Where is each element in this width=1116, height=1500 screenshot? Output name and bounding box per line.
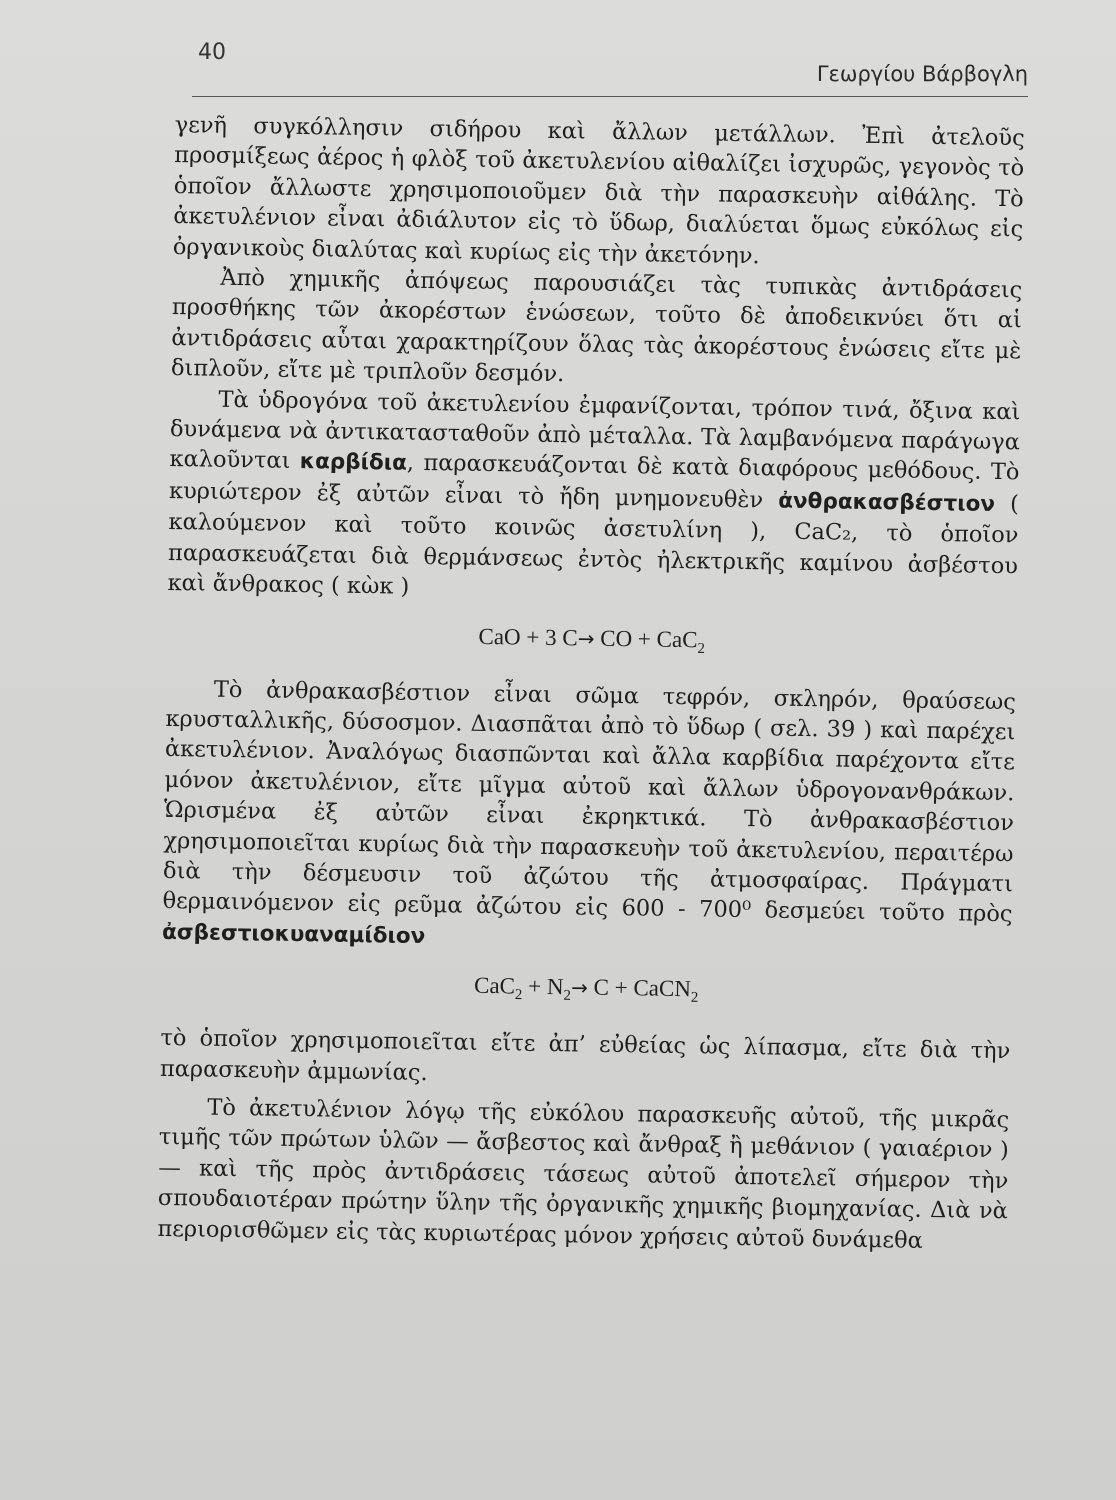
paragraph-5: τὸ ὁποῖον χρησιμοποιεῖται εἴτε ἀπ’ εὐθείας ὡς λίπασμα, εἴτε διὰ τὴν παρασκευὴν ἀμμωνίας. (159, 1025, 1011, 1086)
paragraph-3-text-a: Τὰ ὑδρογόνα τοῦ ἀκετυλενίου ἐμφανίζονται, τρόπον τινά, ὄξινα καὶ δυνάμενα νὰ ἀντικατασταθοῦν ἀπὸ μέταλλα. Τὰ λαμβανόμενα παράγωγα καλοῦνται (169, 386, 1021, 475)
eq1-plus-2: + (637, 625, 652, 652)
eq2-product-2-base: CaCN (633, 975, 692, 1002)
eq2-plus-2: + (614, 975, 628, 1001)
running-head-author: Γεωργίου Βάρβογλη (816, 62, 1028, 86)
paragraph-3-text-b: , παρασκευάζονται δὲ κατὰ διαφόρους μεθόδους. Τὸ κυριώτερον ἐξ αὐτῶν εἶναι τὸ ἤδη μνημονευθὲν (168, 450, 1020, 514)
paragraph-3 (167, 384, 1020, 612)
eq1-arrow-icon: → (577, 625, 595, 651)
eq2-reactant-1-sub: 2 (514, 987, 523, 1004)
eq2-reactant-2-sub: 2 (563, 987, 572, 1005)
eq1-product-2-sub: 2 (697, 640, 706, 657)
paragraph-2: Ἀπὸ χημικῆς ἀπόψεως παρουσιάζει τὰς τυπικὰς ἀντιδράσεις προσθήκης τῶν ἀκορέστων ἑνώσεων, τοῦτο δὲ ἀποδεικνύει ὅτι αἱ ἀντιδράσεις αὗται χαρακτηρίζουν ὅλας τὰς ἀκορέστους ἑνώσεις εἴτε μὲ διπλοῦν, εἴτε μὲ τριπλοῦν δεσμόν. (170, 264, 1023, 388)
eq2-reactant-2 (546, 974, 572, 1005)
eq2-arrow-icon: → (570, 975, 589, 1000)
eq1-reactant-2: 3 C (544, 624, 578, 650)
eq2-reactant-1 (473, 972, 523, 1004)
term-calcium-cyanamide: ἀσβεστιοκυαναμίδιον (161, 919, 426, 949)
paragraph-4 (162, 673, 1016, 961)
page-header (192, 38, 1028, 102)
paragraph-3-text-c: ( καλούμενον καὶ τοῦτο κοινῶς ἀσετυλίνη ), CaC₂, τὸ ὁποῖον παρασκευάζεται διὰ θερμάνσεως ἐντὸς ἠλεκτρικῆς καμίνου ἀσβέστου καὶ ἄνθρακος ( κὼκ ) (167, 491, 1020, 600)
eq1-product-1: CO (600, 625, 633, 651)
body-text (157, 110, 1025, 1257)
paragraph-4-text: Τὸ ἀνθρακασβέστιον εἶναι σῶμα τεφρόν, σκληρόν, θραύσεως κρυσταλλικῆς, δύσοσμον. Διασπᾶται ἀπὸ τὸ ὕδωρ ( σελ. 39 ) καὶ παρέχει ἀκετυλένιον. Ἀναλόγως διασπῶνται καὶ ἄλλα καρβίδια παρέχοντα εἴτε μόνον ἀκετυλένιον, εἴτε μῖγμα αὐτοῦ καὶ ἄλλων ὑδρογονανθράκων. Ὡρισμένα ἐξ αὐτῶν εἶναι ἐκρηκτικά. Τὸ ἀνθρακασβέστιον χρησιμοποιεῖται κυρίως διὰ τὴν παρασκευὴν τοῦ ἀκετυλενίου, περαιτέρω διὰ τὴν δέσμευσιν τοῦ ἀζώτου τῆς ἀτμοσφαίρας. Πράγματι θερμαινόμενον εἰς ρεῦμα ἀζώτου εἰς 600 - 700⁰ δεσμεύει τοῦτο πρὸς (162, 676, 1017, 928)
term-carbides: καρβίδια (299, 449, 408, 477)
eq2-product-1: C (593, 974, 610, 1001)
eq2-plus-1: + (528, 973, 542, 1000)
eq1-reactant-1: CaO (478, 623, 521, 649)
eq1-plus-1: + (526, 624, 540, 650)
equation-1 (166, 616, 1017, 668)
page-number: 40 (198, 40, 226, 65)
eq2-reactant-1-base: CaC (473, 972, 516, 999)
eq1-product-2-base: CaC (656, 626, 698, 652)
eq2-product-2 (633, 975, 699, 1007)
header-rule (192, 96, 1028, 97)
eq2-reactant-2-base: N (546, 974, 564, 1000)
eq1-product-2 (656, 626, 706, 657)
paragraph-1: γενῆ συγκόλλησιν σιδήρου καὶ ἄλλων μετάλλων. Ἐπὶ ἀτελοῦς προσμίξεως ἀέρος ἡ φλὸξ τοῦ ἀκετυλενίου αἰθαλίζει ἰσχυρῶς, γεγονὸς τὸ ὁποῖον ἄλλωστε χρησιμοποιοῦμεν διὰ τὴν παρασκευὴν αἰθάλης. Τὸ ἀκετυλένιον εἶναι ἀδιάλυτον εἰς τὸ ὕδωρ, διαλύεται ὅμως εὐκόλως εἰς ὀργανικοὺς διαλύτας καὶ κυρίως εἰς τὴν ἀκετόνην. (172, 111, 1025, 269)
paragraph-6: Τὸ ἀκετυλένιον λόγῳ τῆς εὐκόλου παρασκευῆς αὐτοῦ, τῆς μικρᾶς τιμῆς τῶν πρώτων ὑλῶν — ἄσβεστος καὶ ἄνθραξ ἢ μεθάνιον ( γαιαέριον ) — καὶ τῆς πρὸς ἀντιδράσεις τάσεως αὐτοῦ ἀποτελεῖ σήμερον τὴν σπουδαιοτέραν πρώτην ὕλην τῆς ὀργανικῆς χημικῆς βιομηχανίας. Διὰ νὰ περιορισθῶμεν εἰς τὰς κυριωτέρας μόνον χρήσεις αὐτοῦ δυνάμεθα (157, 1094, 1010, 1254)
term-calcium-carbide: ἀνθρακασβέστιον (778, 488, 996, 517)
eq2-product-2-sub: 2 (690, 989, 699, 1007)
equation-2 (161, 966, 1012, 1018)
